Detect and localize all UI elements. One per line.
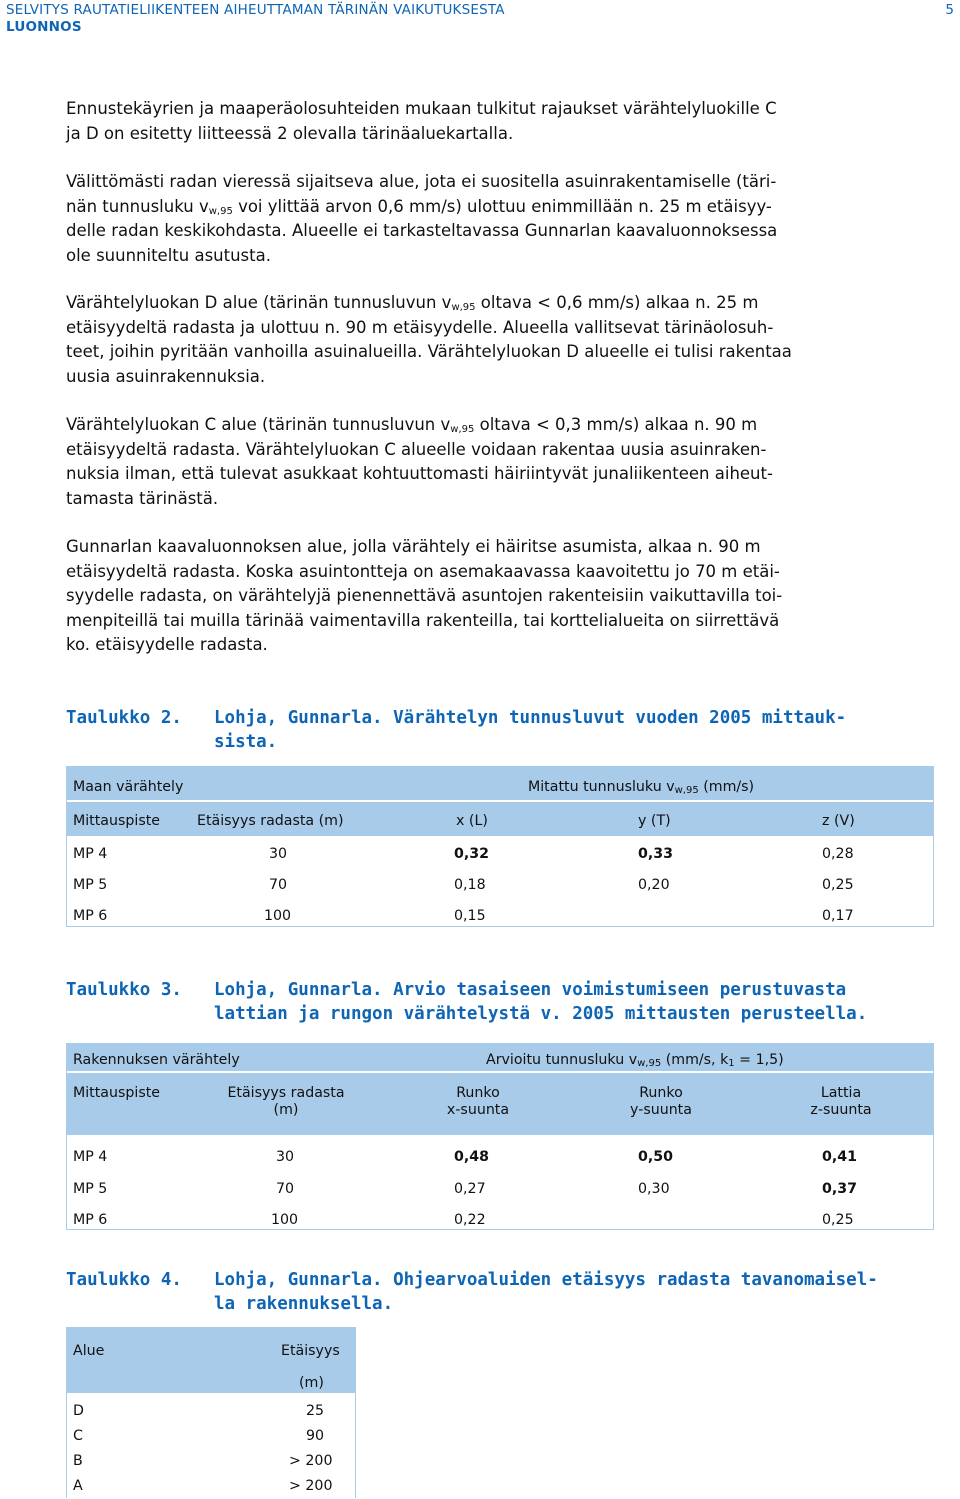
table-cell: 30 xyxy=(269,846,288,862)
paragraph-3 xyxy=(66,291,940,389)
table-cell: A xyxy=(73,1478,83,1494)
table-cell: 0,25 xyxy=(822,877,854,893)
subscript: 1 xyxy=(728,1058,735,1069)
table-caption-number: Taulukko 4. xyxy=(66,1270,182,1290)
subscript: w,95 xyxy=(450,424,475,435)
table-column-header xyxy=(66,1073,934,1135)
table-border-right xyxy=(933,766,934,927)
paragraph-line xyxy=(66,195,940,220)
table-caption-text: Lohja, Gunnarla. Arvio tasaiseen voimistumiseen perustuvasta xyxy=(214,980,847,1000)
table-cell: 70 xyxy=(269,877,288,893)
table-cell: 0,32 xyxy=(454,846,490,862)
paragraph-line: Gunnarlan kaavaluonnoksen alue, jolla värähtely ei häiritse asumista, alkaa n. 90 m xyxy=(66,537,761,556)
paragraph-1 xyxy=(66,97,940,146)
table-caption-text: lattian ja rungon värähtelystä v. 2005 mittausten perusteella. xyxy=(214,1004,868,1024)
paragraph-4 xyxy=(66,413,940,511)
table-cell: MP 5 xyxy=(73,877,108,893)
paragraph-line: syydelle radasta, on värähtelyjä pienennettävä asuntojen rakenteisiin vaikuttavilla toi- xyxy=(66,586,783,605)
table-cell: B xyxy=(73,1453,83,1469)
column-header-line: Lattia xyxy=(820,1085,862,1101)
table-cell: 70 xyxy=(276,1181,295,1197)
paragraph-line: tamasta tärinästä. xyxy=(66,488,219,508)
table-row xyxy=(66,1453,356,1473)
paragraph-line: ole suunniteltu asutusta. xyxy=(66,245,271,265)
column-header: Etäisyys xyxy=(281,1343,340,1359)
table-column-header xyxy=(66,802,934,836)
table-border-right xyxy=(355,1327,356,1498)
column-header-line: Etäisyys radasta xyxy=(227,1085,345,1101)
column-header xyxy=(428,1085,528,1118)
table-bottom-rule xyxy=(66,1229,934,1230)
text-run: oltava < 0,3 mm/s) alkaa n. 90 m xyxy=(474,415,758,434)
table-cell: MP 6 xyxy=(73,1212,108,1228)
table-row xyxy=(66,1149,934,1179)
column-header-line: (m) xyxy=(273,1102,299,1118)
table-cell: MP 6 xyxy=(73,908,108,924)
text-run: = 1,5) xyxy=(734,1052,784,1068)
paragraph-line: etäisyydeltä radasta. Koska asuintontteja on asemakaavassa kaavoitettu jo 70 m etäi- xyxy=(66,561,780,581)
text-run: voi ylittää arvon 0,6 mm/s) ulottuu enimmillään n. 25 m etäisyy- xyxy=(232,196,772,216)
table-group-header xyxy=(66,1043,934,1071)
paragraph-line: teet, joihin pyritään vanhoilla asuinalueilla. Värähtelyluokan D alueelle ei tulisi rakentaa xyxy=(66,342,792,361)
table-border-left xyxy=(66,1327,67,1498)
group-header-left: Rakennuksen värähtely xyxy=(73,1052,240,1068)
table-cell: > 200 xyxy=(289,1478,333,1494)
column-header-line: y-suunta xyxy=(630,1102,692,1118)
paragraph-line: nuksia ilman, että tulevat asukkaat kohtuuttomasti häiriintyvät junaliikenteen aiheut- xyxy=(66,464,773,483)
table-unit-row xyxy=(66,1375,356,1395)
table-border-right xyxy=(933,1043,934,1230)
column-header: z (V) xyxy=(822,813,855,829)
text-run: (mm/s) xyxy=(698,779,755,795)
table-cell: C xyxy=(73,1428,83,1444)
table-cell: > 200 xyxy=(289,1453,333,1469)
table-cell: 0,17 xyxy=(822,908,854,924)
table-cell: 0,50 xyxy=(638,1149,674,1165)
text-run: oltava < 0,6 mm/s) alkaa n. 25 m xyxy=(475,293,759,312)
column-header: Alue xyxy=(73,1343,105,1359)
table-cell: 90 xyxy=(306,1428,325,1444)
column-header-line: x-suunta xyxy=(446,1102,510,1118)
table-caption-text: sista. xyxy=(214,732,278,752)
table-caption-text: la rakennuksella. xyxy=(214,1294,394,1314)
table-row xyxy=(66,908,934,938)
table-row xyxy=(66,877,934,907)
paragraph-line: Välittömästi radan vieressä sijaitseva alue, jota ei suositella asuinrakentamiselle (täri- xyxy=(66,172,777,191)
group-header-left: Maan värähtely xyxy=(73,779,184,795)
table-group-header xyxy=(66,766,934,800)
column-header-line: z-suunta xyxy=(810,1102,872,1118)
table-cell: 0,41 xyxy=(822,1149,858,1165)
table-cell: D xyxy=(73,1403,84,1419)
group-header-right xyxy=(528,779,754,795)
table-cell: 100 xyxy=(264,908,292,924)
table-row xyxy=(66,1181,934,1211)
text-run: Mitattu tunnusluku v xyxy=(528,779,675,795)
column-header: y (T) xyxy=(638,813,671,829)
subscript: w,95 xyxy=(451,302,476,313)
page-number: 5 xyxy=(945,2,954,18)
table-cell: 0,27 xyxy=(454,1181,486,1197)
column-header xyxy=(611,1085,711,1118)
table-cell: MP 4 xyxy=(73,1149,108,1165)
paragraph-line: Ennustekäyrien ja maaperäolosuhteiden mukaan tulkitut rajaukset värähtelyluokille C xyxy=(66,99,777,118)
column-header-line: Runko xyxy=(456,1085,500,1101)
paragraph-line xyxy=(66,291,940,316)
paragraph-2 xyxy=(66,170,940,268)
text-run: (mm/s, k xyxy=(661,1052,729,1068)
group-header-right xyxy=(486,1052,784,1068)
column-header: Etäisyys radasta (m) xyxy=(197,813,344,829)
subscript: w,95 xyxy=(674,785,699,796)
table-cell: 0,37 xyxy=(822,1181,858,1197)
table-row xyxy=(66,1403,356,1423)
paragraph-line xyxy=(66,413,940,438)
paragraph-line: ja D on esitetty liitteessä 2 olevalla tärinäaluekartalla. xyxy=(66,123,514,143)
table-cell: MP 4 xyxy=(73,846,108,862)
text-run: Värähtelyluokan C alue (tärinän tunnusluvun v xyxy=(66,415,451,434)
document-header-title: SELVITYS RAUTATIELIIKENTEEN AIHEUTTAMAN TÄRINÄN VAIKUTUKSESTA xyxy=(6,2,505,18)
table-cell: 0,22 xyxy=(454,1212,486,1228)
table-row xyxy=(66,1212,934,1242)
column-header: Mittauspiste xyxy=(73,1085,161,1101)
paragraph-line: etäisyydeltä radasta ja ulottuu n. 90 m etäisyydelle. Alueella vallitsevat tärinäolosuh- xyxy=(66,317,774,337)
table-row xyxy=(66,1478,356,1498)
table-border-left xyxy=(66,1043,67,1230)
table-row xyxy=(66,1428,356,1448)
table-cell: 0,25 xyxy=(822,1212,854,1228)
text-run: nän tunnusluku v xyxy=(66,196,209,216)
table-cell: 0,33 xyxy=(638,846,674,862)
column-header xyxy=(791,1085,891,1118)
paragraph-line: ko. etäisyydelle radasta. xyxy=(66,635,268,654)
table-border-left xyxy=(66,766,67,927)
column-header: Mittauspiste xyxy=(73,813,161,829)
column-unit: (m) xyxy=(299,1375,324,1391)
table-caption-number: Taulukko 3. xyxy=(66,980,182,1000)
column-header: x (L) xyxy=(456,813,488,829)
table-cell: 100 xyxy=(271,1212,299,1228)
table-caption-text: Lohja, Gunnarla. Värähtelyn tunnusluvut vuoden 2005 mittauk- xyxy=(214,708,847,728)
table-cell: 0,28 xyxy=(822,846,854,862)
paragraph-line: uusia asuinrakennuksia. xyxy=(66,366,266,386)
table-cell: 0,15 xyxy=(454,908,486,924)
paragraph-line: etäisyydeltä radasta. Värähtelyluokan C alueelle voidaan rakentaa uusia asuinraken- xyxy=(66,439,767,459)
table-cell: 0,30 xyxy=(638,1181,670,1197)
table-caption-text: Lohja, Gunnarla. Ohjearvoaluiden etäisyys radasta tavanomaisel- xyxy=(214,1270,878,1290)
table-cell: 0,48 xyxy=(454,1149,490,1165)
subscript: w,95 xyxy=(208,205,233,217)
paragraph-5 xyxy=(66,535,940,658)
paragraph-line: menpiteillä tai muilla tärinää vaimentavilla rakenteilla, tai korttelialueita on siirrettävä xyxy=(66,610,780,630)
text-run: Arvioitu tunnusluku v xyxy=(486,1052,638,1068)
table-cell: 30 xyxy=(276,1149,295,1165)
text-run: Värähtelyluokan D alue (tärinän tunnusluvun v xyxy=(66,293,452,312)
table-row xyxy=(66,846,934,876)
document-header-status: LUONNOS xyxy=(6,19,82,35)
table-cell: 0,20 xyxy=(638,877,670,893)
table-cell: 25 xyxy=(306,1403,325,1419)
paragraph-line: delle radan keskikohdasta. Alueelle ei tarkasteltavassa Gunnarlan kaavaluonnoksessa xyxy=(66,221,778,240)
table-caption-number: Taulukko 2. xyxy=(66,708,182,728)
table-cell: 0,18 xyxy=(454,877,486,893)
table-cell: MP 5 xyxy=(73,1181,108,1197)
column-header-line: Runko xyxy=(639,1085,683,1101)
column-header xyxy=(216,1085,356,1118)
table-bottom-rule xyxy=(66,926,934,927)
subscript: w,95 xyxy=(637,1058,662,1069)
